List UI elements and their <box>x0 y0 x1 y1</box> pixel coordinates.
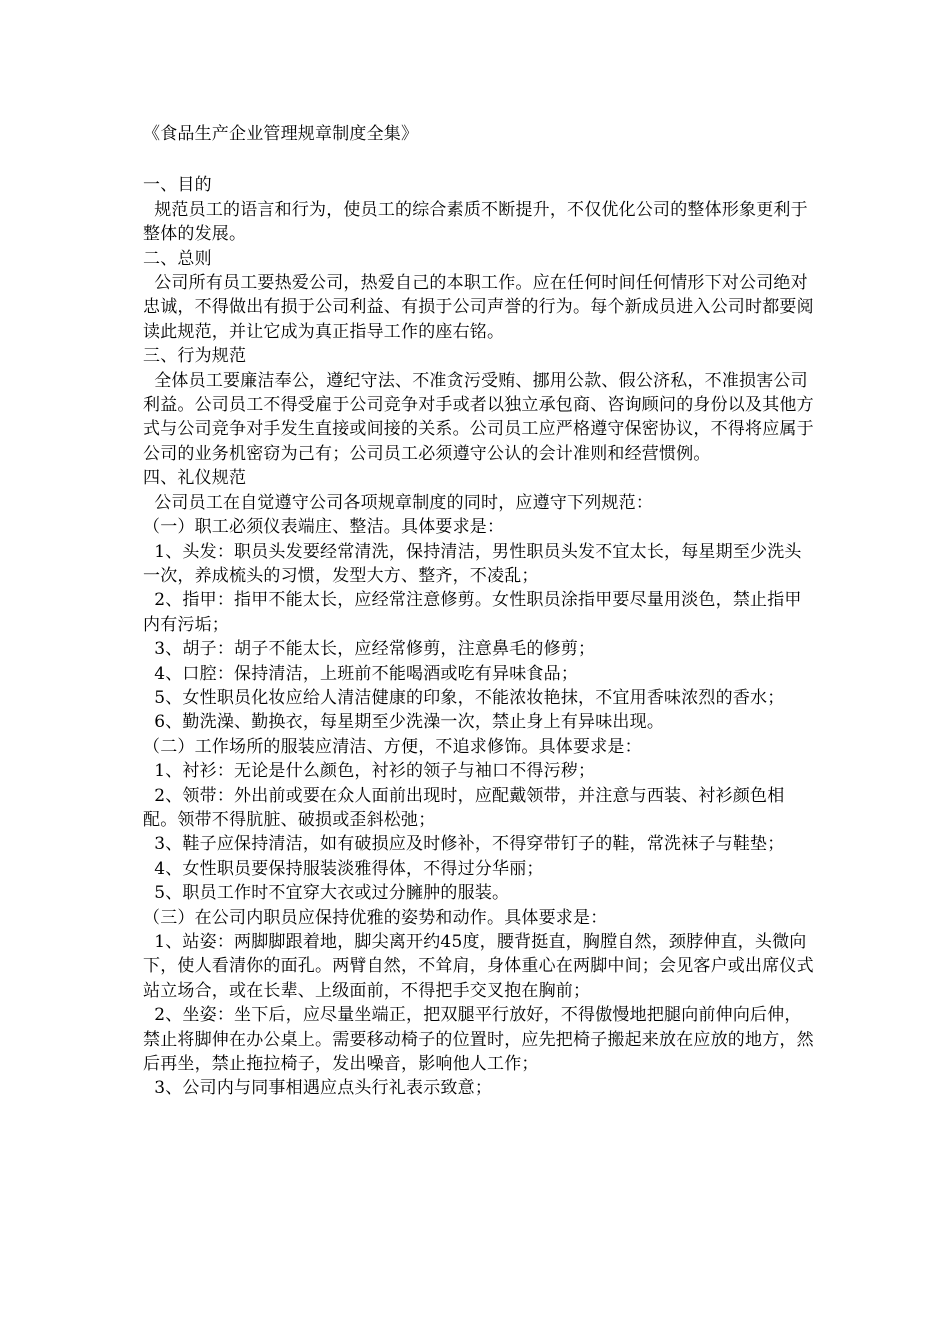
list-item: 4、口腔：保持清洁，上班前不能喝酒或吃有异味食品； <box>143 663 579 684</box>
section-heading: 四、礼仪规范 <box>143 468 247 489</box>
list-item: 3、鞋子应保持清洁，如有破损应及时修补，不得穿带钉子的鞋，常洗袜子与鞋垫； <box>143 834 785 855</box>
list-item: 1、衬衫：无论是什么颜色，衬衫的领子与袖口不得污秽； <box>143 761 596 782</box>
list-item: 4、女性职员要保持服装淡雅得体，不得过分华丽； <box>143 858 544 879</box>
section-heading: 一、目的 <box>143 175 212 196</box>
list-item: 2、领带：外出前或要在众人面前出现时，应配戴领带，并注意与西装、衬衫颜色相配。领带不得肮脏、破损或歪斜松弛； <box>143 785 785 830</box>
list-item: 6、勤洗澡、勤换衣，每星期至少洗澡一次，禁止身上有异味出现。 <box>143 712 665 733</box>
list-item: 3、胡子：胡子不能太长，应经常修剪，注意鼻毛的修剪； <box>143 639 596 660</box>
list-item: 2、坐姿：坐下后，应尽量坐端正，把双腿平行放好，不得傲慢地把腿向前伸向后伸，禁止将脚伸在办公桌上。需要移动椅子的位置时，应先把椅子搬起来放在应放的地方，然后再坐，禁止拖拉椅子，发出噪音，影响他人工作； <box>143 1005 814 1075</box>
section-heading: 二、总则 <box>143 248 212 269</box>
paragraph: 公司员工在自觉遵守公司各项规章制度的同时，应遵守下列规范： <box>143 492 654 513</box>
list-item: 5、职员工作时不宜穿大衣或过分臃肿的服装。 <box>143 883 510 904</box>
list-item: 1、头发：职员头发要经常清洗，保持清洁，男性职员头发不宜太长，每星期至少洗头一次，养成梳头的习惯，发型大方、整齐，不凌乱； <box>143 541 802 586</box>
section-heading: 三、行为规范 <box>143 346 247 367</box>
document-lines <box>143 173 815 1100</box>
paragraph: 全体员工要廉洁奉公，遵纪守法、不准贪污受贿、挪用公款、假公济私，不准损害公司利益。公司员工不得受雇于公司竞争对手或者以独立承包商、咨询顾问的身份以及其他方式与公司竞争对手发生直接或间接的关系。公司员工应严格遵守保密协议，不得将应属于公司的业务机密窃为己有；公司员工必须遵守公认的会计准则和经营惯例。 <box>143 370 814 464</box>
list-item: 2、指甲：指甲不能太长，应经常注意修剪。女性职员涂指甲要尽量用淡色，禁止指甲内有污垢； <box>143 590 802 635</box>
title-spacer <box>143 146 815 173</box>
paragraph: 公司所有员工要热爱公司，热爱自己的本职工作。应在任何时间任何情形下对公司绝对忠诚，不得做出有损于公司利益、有损于公司声誉的行为。每个新成员进入公司时都要阅读此规范，并让它成为真正指导工作的座右铭。 <box>143 273 814 342</box>
list-item: 1、站姿：两脚脚跟着地，脚尖离开约45度，腰背挺直，胸膛自然，颈脖伸直，头微向下，使人看清你的面孔。两臂自然，不耸肩，身体重心在两脚中间；会见客户或出席仪式站立场合，或在长辈、上级面前，不得把手交叉抱在胸前； <box>143 932 814 1001</box>
list-item: 5、女性职员化妆应给人清洁健康的印象，不能浓妆艳抹，不宜用香味浓烈的香水； <box>143 687 785 708</box>
document-body <box>143 122 815 1101</box>
subsection-heading: （一）职工必须仪表端庄、整洁。具体要求是： <box>143 517 505 538</box>
list-item: 3、公司内与同事相遇应点头行礼表示致意； <box>143 1078 493 1099</box>
paragraph: 规范员工的语言和行为，使员工的综合素质不断提升，不仅优化公司的整体形象更利于整体的发展。 <box>143 199 808 245</box>
subsection-heading: （二）工作场所的服装应清洁、方便，不追求修饰。具体要求是： <box>143 736 642 757</box>
subsection-heading: （三）在公司内职员应保持优雅的姿势和动作。具体要求是： <box>143 907 608 928</box>
document-title: 《食品生产企业管理规章制度全集》 <box>143 124 419 144</box>
